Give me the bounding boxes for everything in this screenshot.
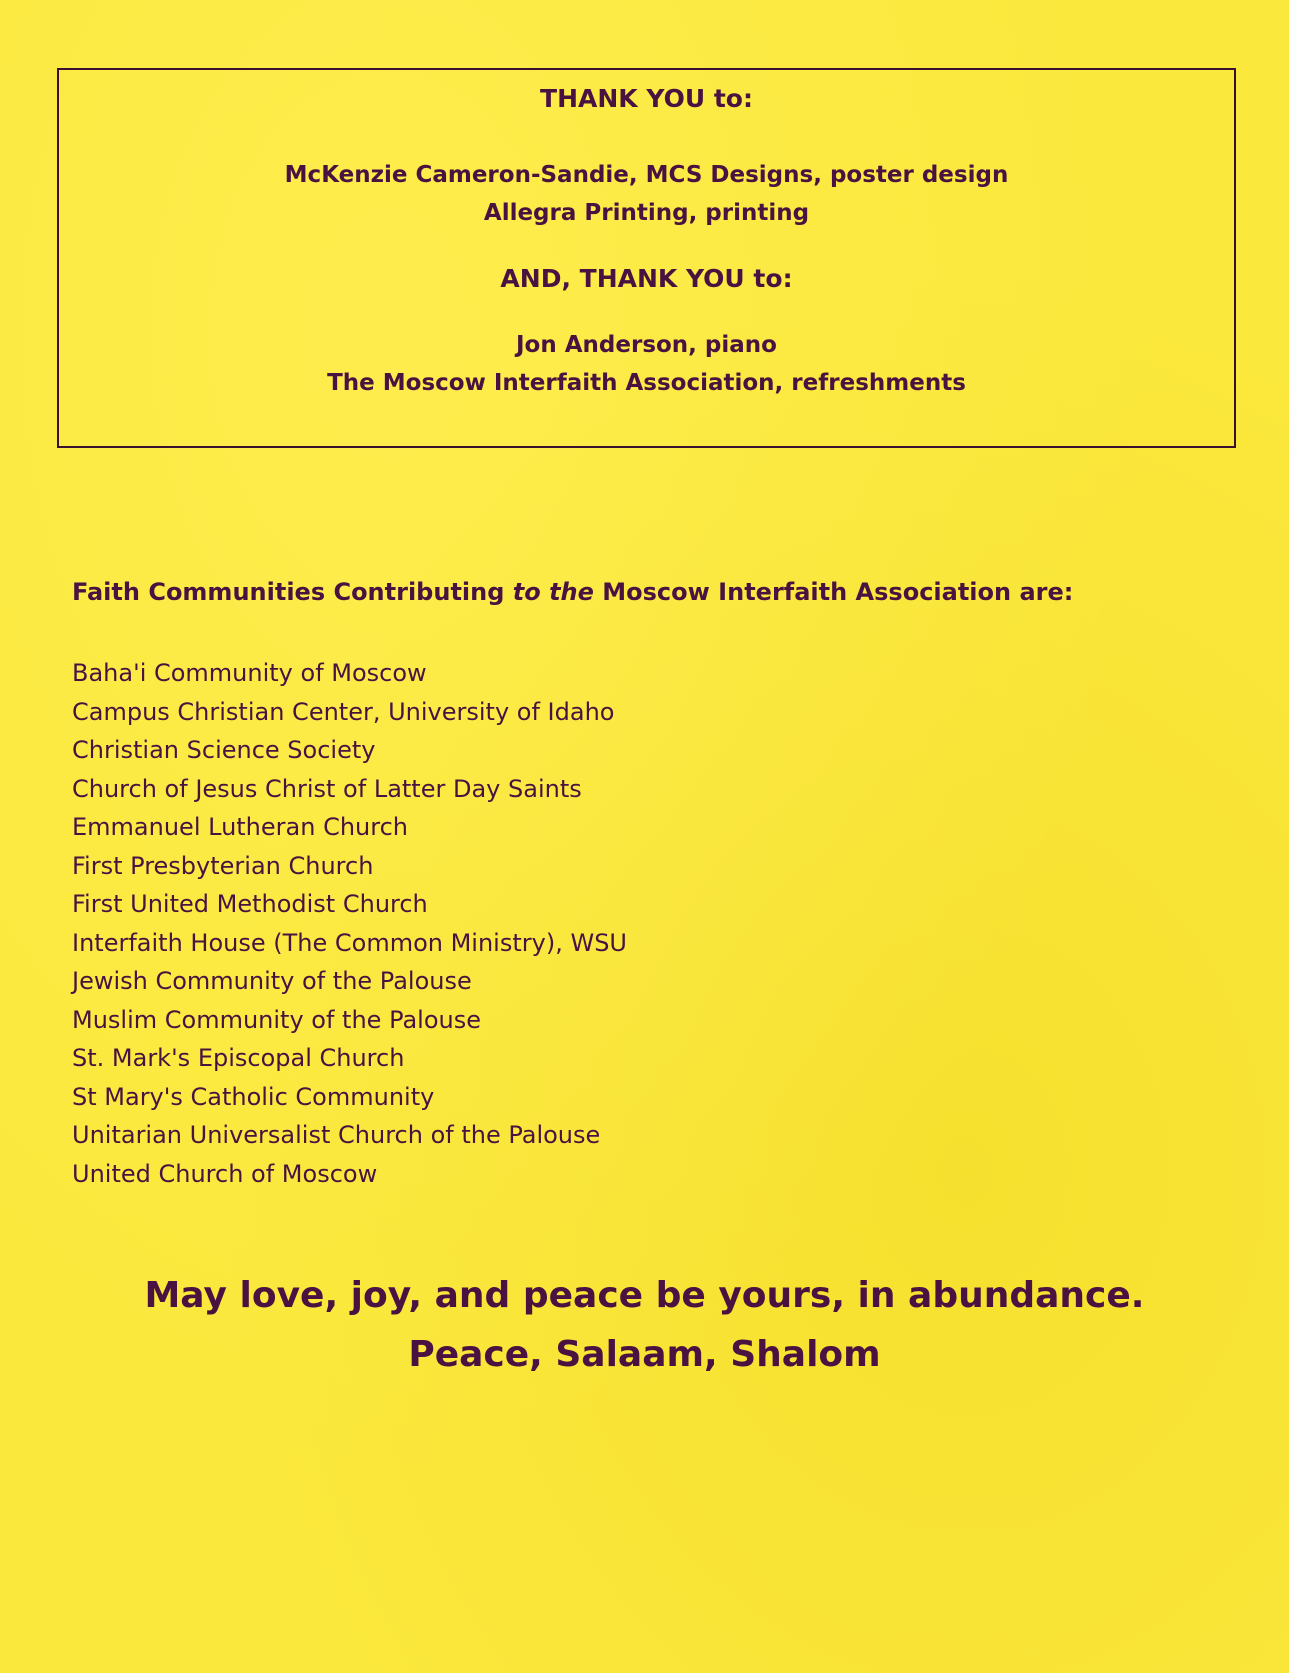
credit-piano: Jon Anderson, piano	[516, 332, 777, 358]
list-item: Christian Science Society	[72, 736, 376, 764]
blessing-line-2: Peace, Salaam, Shalom	[408, 1334, 881, 1375]
and-thank-you-heading: AND, THANK YOU to:	[500, 264, 793, 293]
thank-you-box	[57, 68, 1236, 448]
list-item: Interfaith House (The Common Ministry), WSU	[72, 928, 627, 957]
list-item: Muslim Community of the Palouse	[72, 1005, 482, 1034]
credit-poster-design: McKenzie Cameron-Sandie, MCS Designs, poster design	[284, 162, 1009, 188]
list-item: St. Mark's Episcopal Church	[72, 1044, 405, 1072]
list-item: Unitarian Universalist Church of the Palouse	[72, 1121, 601, 1149]
credit-refreshments: The Moscow Interfaith Association, refreshments	[327, 370, 966, 396]
blessing-line-1: May love, joy, and peace be yours, in abundance.	[144, 1275, 1145, 1316]
list-item: First United Methodist Church	[72, 890, 428, 918]
list-item: Emmanuel Lutheran Church	[72, 813, 408, 841]
list-item: Church of Jesus Christ of Latter Day Saints	[72, 774, 582, 803]
list-item: St Mary's Catholic Community	[72, 1082, 435, 1111]
community-list	[72, 654, 627, 1193]
faith-heading-italic: to the	[512, 578, 594, 606]
credit-printing: Allegra Printing, printing	[483, 200, 810, 226]
list-item: United Church of Moscow	[72, 1159, 378, 1188]
list-item: Jewish Community of the Palouse	[72, 967, 472, 995]
faith-communities-heading	[72, 578, 1073, 606]
list-item: Baha'i Community of Moscow	[72, 659, 427, 687]
list-item: Campus Christian Center, University of Idaho	[72, 697, 615, 726]
list-item: First Presbyterian Church	[72, 851, 374, 880]
faith-heading-part2: Moscow Interfaith Association are:	[593, 578, 1074, 606]
thank-you-heading: THANK YOU to:	[540, 84, 753, 113]
faith-heading-part1: Faith Communities Contributing	[72, 578, 513, 606]
